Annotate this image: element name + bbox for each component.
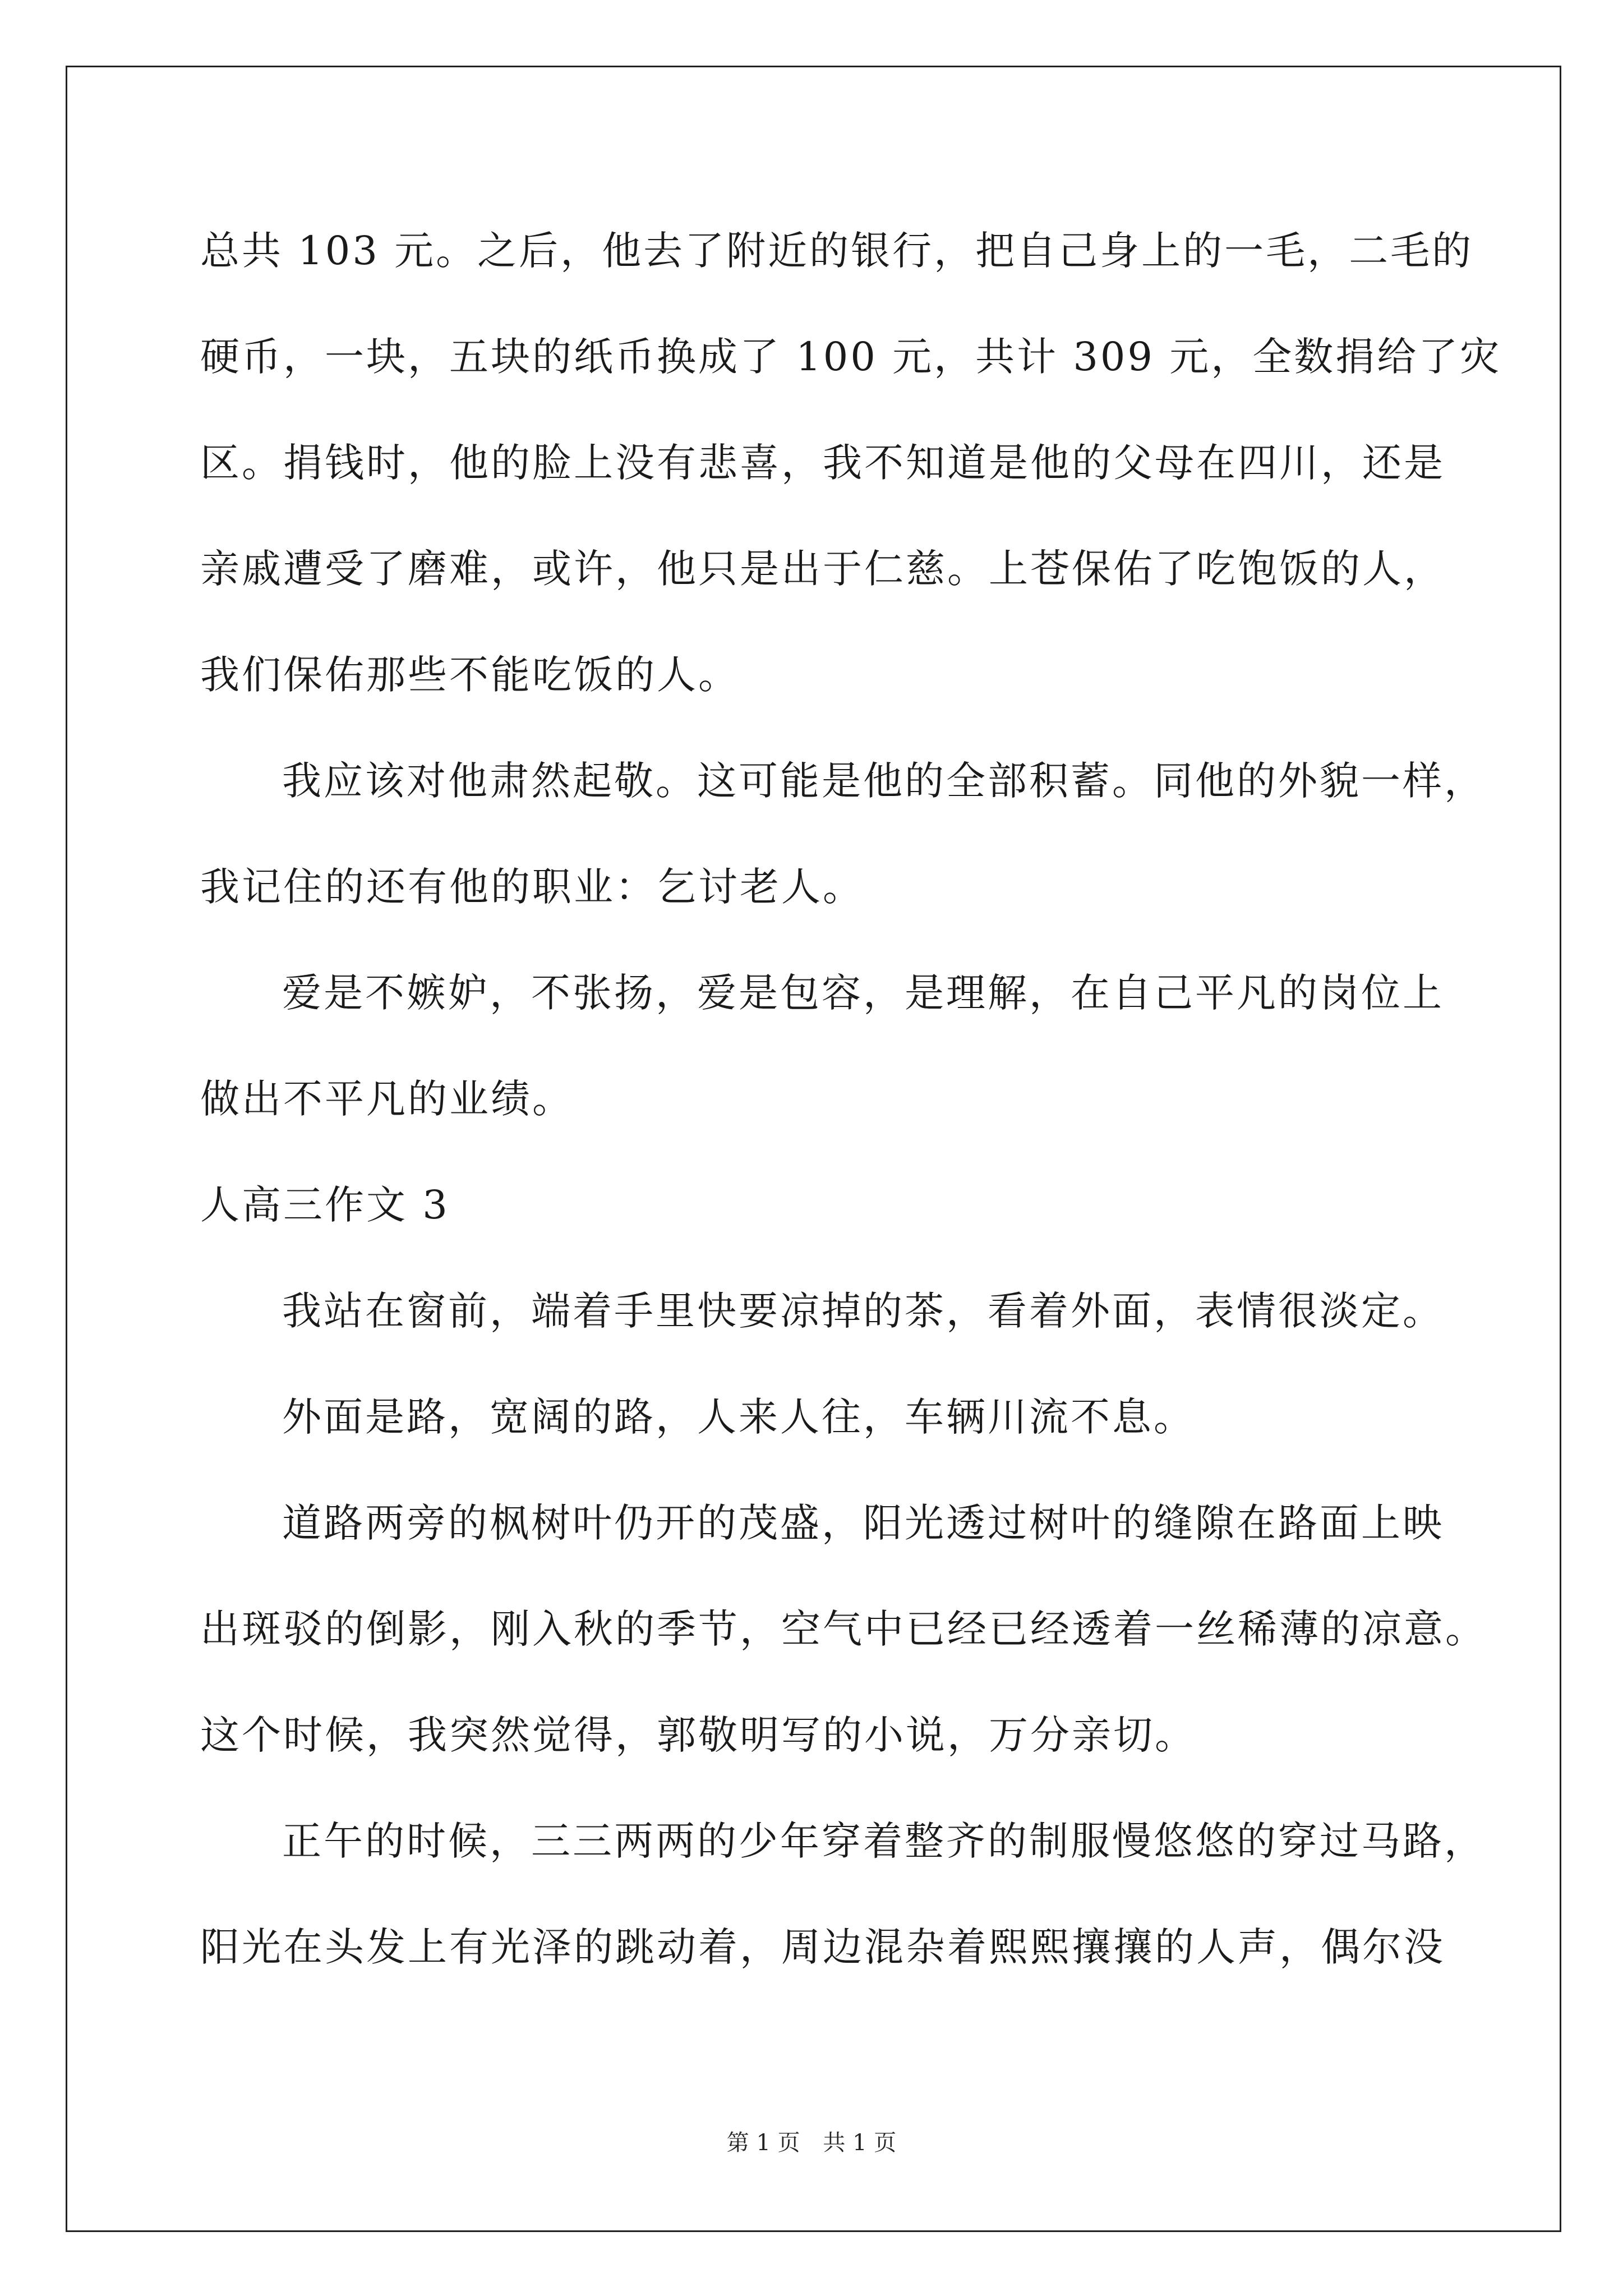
text-line: 区。捐钱时，他的脸上没有悲喜，我不知道是他的父母在四川，还是 bbox=[200, 440, 1445, 486]
text-line: 我们保佑那些不能吃饭的人。 bbox=[200, 652, 740, 698]
paragraph-first-line: 我应该对他肃然起敬。这可能是他的全部积蓄。同他的外貌一样， bbox=[282, 758, 1486, 804]
paragraph-first-line: 爱是不嫉妒，不张扬，爱是包容，是理解，在自己平凡的岗位上 bbox=[282, 970, 1444, 1016]
paragraph-first-line: 外面是路，宽阔的路，人来人往，车辆川流不息。 bbox=[282, 1394, 1195, 1440]
text-line: 阳光在头发上有光泽的跳动着，周边混杂着熙熙攘攘的人声，偶尔没 bbox=[200, 1924, 1445, 1970]
paragraph-first-line: 道路两旁的枫树叶仍开的茂盛，阳光透过树叶的缝隙在路面上映 bbox=[282, 1500, 1444, 1546]
section-heading: 人高三作文 3 bbox=[200, 1182, 450, 1228]
page-border bbox=[66, 66, 1561, 2232]
text-line: 这个时候，我突然觉得，郭敬明写的小说，万分亲切。 bbox=[200, 1712, 1196, 1758]
paragraph-first-line: 我站在窗前，端着手里快要凉掉的茶，看着外面，表情很淡定。 bbox=[282, 1288, 1444, 1334]
text-line: 亲戚遭受了磨难，或许，他只是出于仁慈。上苍保佑了吃饱饭的人， bbox=[200, 546, 1445, 592]
page-footer bbox=[0, 2129, 1623, 2157]
text-line: 硬币，一块，五块的纸币换成了 100 元，共计 309 元，全数捐给了灾 bbox=[200, 334, 1502, 380]
text-line: 做出不平凡的业绩。 bbox=[200, 1076, 574, 1122]
page-number: 第 1 页 bbox=[726, 2130, 800, 2156]
text-line: 出斑驳的倒影，刚入秋的季节，空气中已经已经透着一丝稀薄的凉意。 bbox=[200, 1606, 1487, 1652]
page-total: 共 1 页 bbox=[823, 2130, 897, 2156]
text-line: 我记住的还有他的职业：乞讨老人。 bbox=[200, 864, 864, 910]
text-line: 总共 103 元。之后，他去了附近的银行，把自己身上的一毛，二毛的 bbox=[200, 228, 1474, 274]
paragraph-first-line: 正午的时候，三三两两的少年穿着整齐的制服慢悠悠的穿过马路， bbox=[282, 1818, 1486, 1864]
